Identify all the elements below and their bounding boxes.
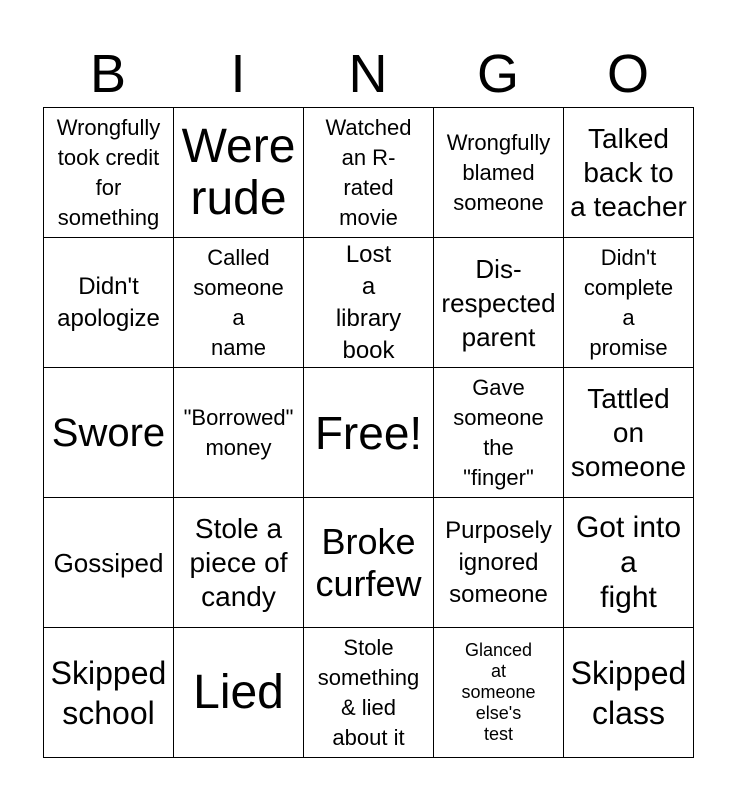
cell-text: Wrongfully blamed someone: [446, 129, 551, 215]
bingo-cell-free[interactable]: [304, 368, 434, 498]
bingo-cell-25[interactable]: [564, 628, 694, 758]
bingo-cell-9[interactable]: [434, 238, 564, 368]
bingo-cell-7[interactable]: [174, 238, 304, 368]
cell-text: Didn't apologize: [57, 272, 160, 332]
bingo-cell-15[interactable]: [564, 368, 694, 498]
header-letter-n: N: [348, 44, 388, 104]
bingo-cell-11[interactable]: [44, 368, 174, 498]
bingo-cell-5[interactable]: [564, 108, 694, 238]
bingo-cell-20[interactable]: [564, 498, 694, 628]
cell-text: Called someone a name: [193, 244, 284, 360]
bingo-cell-3[interactable]: [304, 108, 434, 238]
cell-text: Watched an R- rated movie: [325, 114, 412, 230]
cell-text: Gave someone the "finger": [453, 374, 544, 490]
bingo-cell-10[interactable]: [564, 238, 694, 368]
bingo-cell-2[interactable]: [174, 108, 304, 238]
cell-text: Talked back to a teacher: [570, 122, 687, 222]
bingo-cell-22[interactable]: [174, 628, 304, 758]
bingo-cell-23[interactable]: [304, 628, 434, 758]
cell-text: Glanced at someone else's test: [461, 640, 536, 744]
bingo-cell-1[interactable]: [44, 108, 174, 238]
bingo-header: [43, 40, 693, 108]
bingo-cell-19[interactable]: [434, 498, 564, 628]
header-letter-i: I: [230, 44, 246, 104]
bingo-cell-6[interactable]: [44, 238, 174, 368]
cell-text: Tattled on someone: [570, 382, 687, 482]
cell-text: Swore: [51, 410, 166, 455]
bingo-cell-8[interactable]: [304, 238, 434, 368]
cell-text: Skipped school: [50, 654, 167, 731]
bingo-cell-24[interactable]: [434, 628, 564, 758]
cell-text: Gossiped: [53, 547, 164, 578]
cell-text: Wrongfully took credit for something: [56, 114, 161, 230]
cell-text: Broke curfew: [315, 520, 422, 604]
cell-text: "Borrowed" money: [183, 404, 294, 460]
bingo-cell-16[interactable]: [44, 498, 174, 628]
free-space-text: Free!: [314, 406, 423, 459]
bingo-cell-18[interactable]: [304, 498, 434, 628]
bingo-cell-21[interactable]: [44, 628, 174, 758]
cell-text: Lied: [193, 665, 284, 719]
cell-text: Stole something & lied about it: [317, 634, 420, 750]
bingo-cell-14[interactable]: [434, 368, 564, 498]
bingo-board: [43, 107, 694, 758]
cell-text: Got into a fight: [575, 511, 682, 614]
cell-text: Skipped class: [570, 654, 687, 731]
header-letter-o: O: [606, 44, 649, 104]
cell-text: Were rude: [181, 119, 296, 225]
header-letter-b: B: [89, 44, 127, 104]
bingo-cell-17[interactable]: [174, 498, 304, 628]
cell-text: Purposely ignored someone: [445, 516, 552, 608]
header-letter-g: G: [476, 44, 519, 104]
cell-text: Stole a piece of candy: [189, 512, 288, 612]
bingo-cell-4[interactable]: [434, 108, 564, 238]
cell-text: Didn't complete a promise: [583, 244, 674, 360]
cell-text: Dis- respected parent: [441, 253, 556, 352]
cell-text: Lost a library book: [335, 240, 402, 364]
bingo-cell-12[interactable]: [174, 368, 304, 498]
